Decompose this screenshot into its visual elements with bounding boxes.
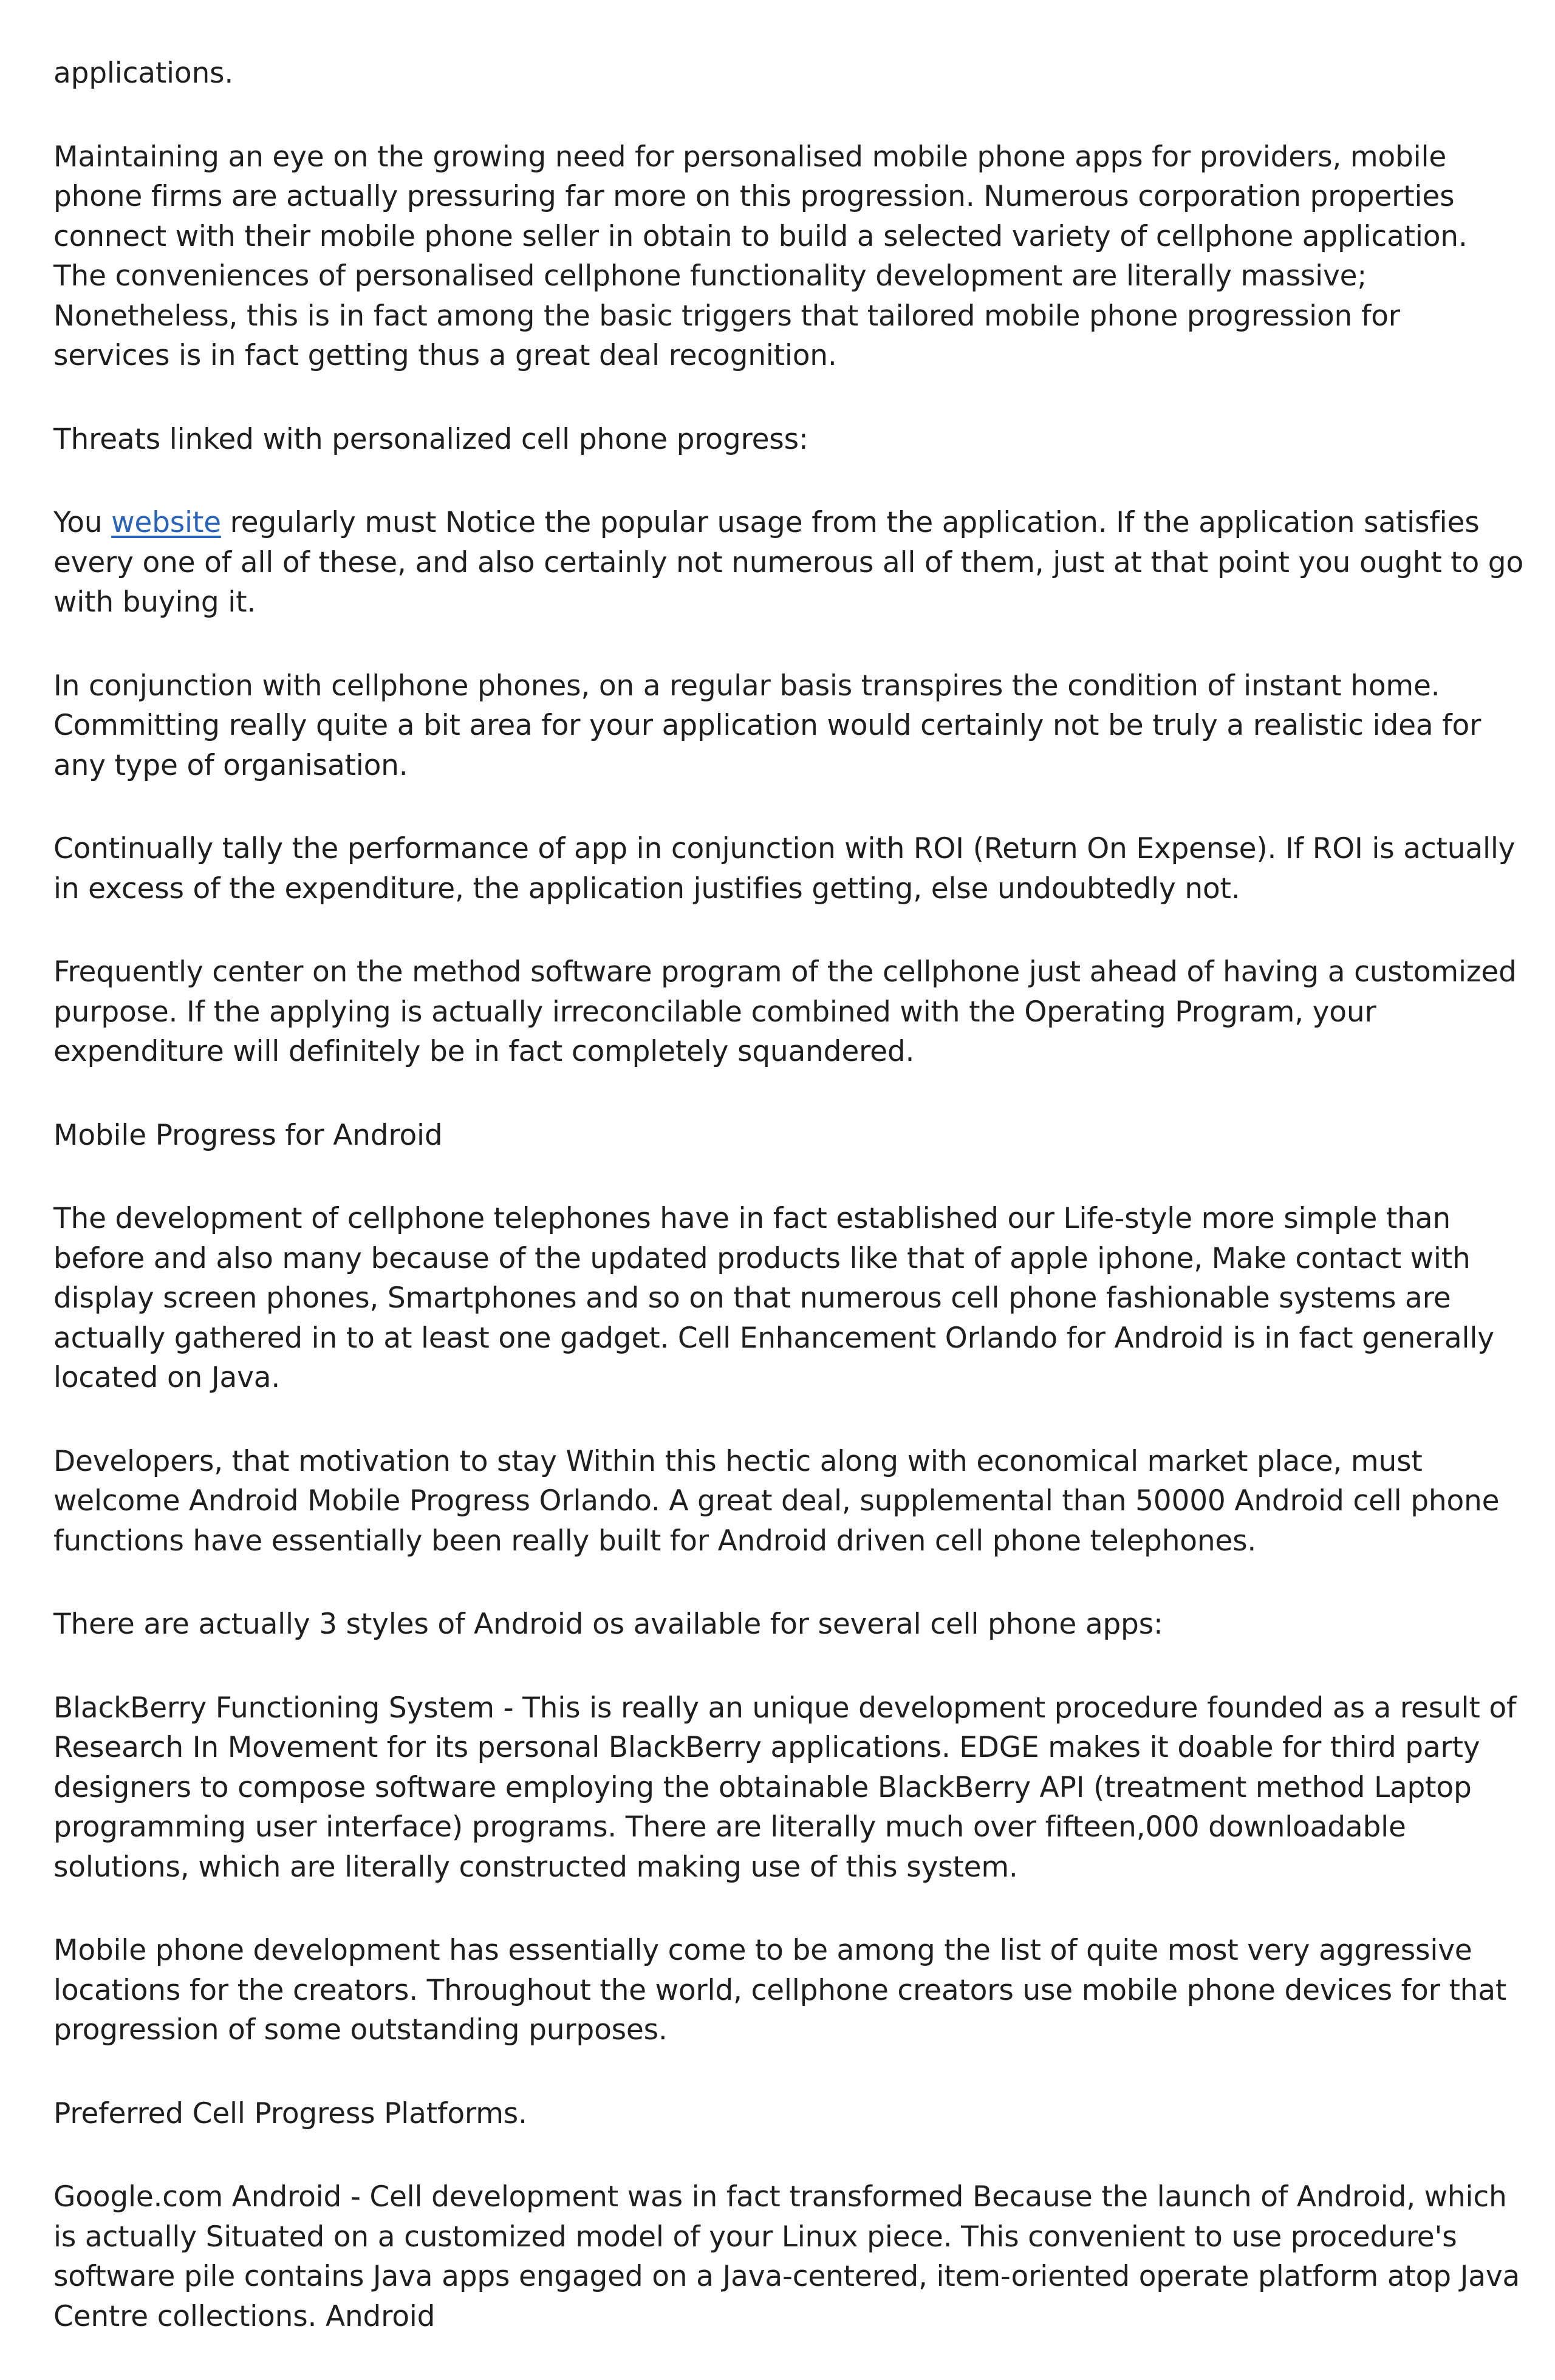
- paragraph: There are actually 3 styles of Android os available for several cell phone apps:: [53, 1608, 1163, 1641]
- section-heading: Mobile Progress for Android: [53, 1118, 443, 1152]
- paragraph-with-link: [53, 503, 1523, 622]
- paragraph: Maintaining an eye on the growing need for personalised mobile phone apps for providers, mobile phone firms are actually pressuring far more on this progression. Numerous corporation properties connect with their mobile phone seller in obtain to build a selected variety of cellphone application. The conveniences of personalised cellphone functionality development are literally massive; Nonetheless, this is in fact among the basic triggers that tailored mobile phone progression for services is in fact getting thus a great deal recognition.: [53, 140, 1468, 372]
- paragraph: Google.com Android - Cell development was in fact transformed Because the launch of Android, which is actually Situated on a customized model of your Linux piece. This convenient to use procedure's software pile contains Java apps engaged on a Java-centered, item-oriented operate platform atop Java Centre collections. Android: [53, 2180, 1520, 2333]
- paragraph: BlackBerry Functioning System - This is really an unique development procedure founded as a result of Research In Movement for its personal BlackBerry applications. EDGE makes it doable for third party designers to compose software employing the obtainable BlackBerry API (treatment method Laptop programming user interface) programs. There are literally much over fifteen,000 downloadable solutions, which are literally constructed making use of this system.: [53, 1691, 1517, 1884]
- paragraph: Frequently center on the method software program of the cellphone just ahead of having a customized purpose. If the applying is actually irreconcilable combined with the Operating Program, your expenditure will definitely be in fact completely squandered.: [53, 955, 1517, 1068]
- paragraph: Mobile phone development has essentially come to be among the list of quite most very aggressive locations for the creators. Throughout the world, cellphone creators use mobile phone devices for that progression of some outstanding purposes.: [53, 1934, 1507, 2047]
- paragraph: Developers, that motivation to stay Within this hectic along with economical market place, must welcome Android Mobile Progress Orlando. A great deal, supplemental than 50000 Android cell phone functions have essentially been really built for Android driven cell phone telephones.: [53, 1444, 1500, 1558]
- paragraph: applications.: [53, 56, 234, 90]
- paragraph: Threats linked with personalized cell phone progress:: [53, 422, 808, 456]
- section-heading: Preferred Cell Progress Platforms.: [53, 2096, 527, 2130]
- paragraph: In conjunction with cellphone phones, on a regular basis transpires the condition of instant home. Committing really quite a bit area for your application would certainly not be truly a realistic idea for any type of organisation.: [53, 669, 1482, 782]
- website-link[interactable]: website: [111, 506, 221, 539]
- paragraph: Continually tally the performance of app in conjunction with ROI (Return On Expense). If ROI is actually in excess of the expenditure, the application justifies getting, else undoubtedly not.: [53, 832, 1516, 905]
- document-page: [53, 53, 1523, 2380]
- paragraph: The development of cellphone telephones have in fact established our Life-style more simple than before and also many because of the updated products like that of apple iphone, Make contact with display screen phones, Smartphones and so on that numerous cell phone fashionable systems are actually gathered in to at least one gadget. Cell Enhancement Orlando for Android is in fact generally located on Java.: [53, 1202, 1494, 1394]
- paragraph-text: regularly must Notice the popular usage from the application. If the application satisfies every one of all of these, and also certainly not numerous all of them, just at that point you ought to go with buying it.: [53, 506, 1524, 619]
- paragraph-text: You: [53, 506, 112, 539]
